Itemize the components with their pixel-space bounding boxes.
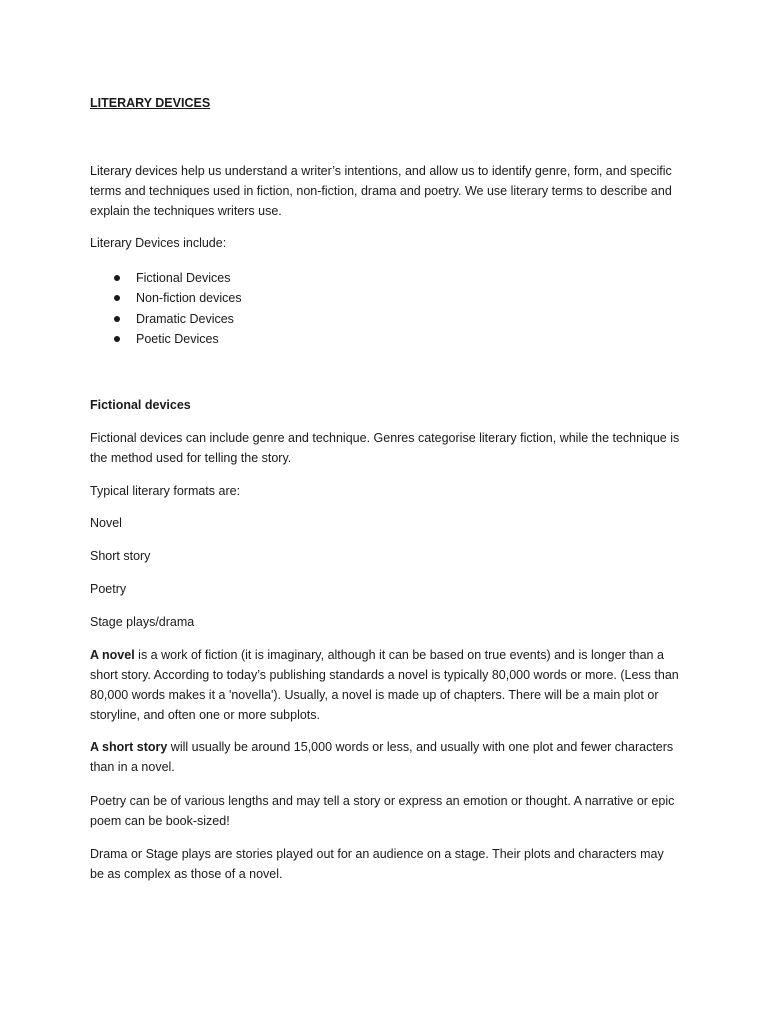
page-title: LITERARY DEVICES	[90, 96, 211, 110]
drama-paragraph: Drama or Stage plays are stories played out for an audience on a stage. Their plots and characters may be as complex as those of a novel.	[90, 847, 664, 881]
format-item: Poetry	[90, 582, 127, 596]
novel-term: A novel	[90, 648, 135, 662]
list-item	[90, 309, 690, 329]
list-item	[90, 268, 690, 288]
section-heading: Fictional devices	[90, 398, 191, 412]
list-item-label: Fictional Devices	[136, 271, 231, 285]
list-item	[90, 329, 690, 349]
short-story-text: will usually be around 15,000 words or less, and usually with one plot and fewer characters than in a novel.	[90, 740, 674, 774]
bullet-icon	[114, 316, 120, 322]
devices-include-label: Literary Devices include:	[90, 236, 227, 250]
intro-paragraph: Literary devices help us understand a writer’s intentions, and allow us to identify genre, form, and specific terms and techniques used in fiction, non-fiction, drama and poetry. We use literary terms to describe and explain the techniques writers use.	[90, 164, 672, 218]
poetry-paragraph: Poetry can be of various lengths and may tell a story or express an emotion or thought. A narrative or epic poem can be book-sized!	[90, 794, 675, 828]
list-item	[90, 288, 690, 308]
devices-list	[90, 268, 690, 349]
formats-label: Typical literary formats are:	[90, 484, 241, 498]
short-story-paragraph	[90, 737, 675, 777]
format-item: Stage plays/drama	[90, 615, 195, 629]
bullet-icon	[114, 336, 120, 342]
list-item-label: Non-fiction devices	[136, 291, 242, 306]
list-item-label: Dramatic Devices	[136, 311, 234, 326]
bullet-icon	[114, 295, 120, 301]
novel-text: is a work of fiction (it is imaginary, although it can be based on true events) and is longer than a short story. According to today’s publishing standards a novel is typically 80,000 words or more. (Less than 80,000 words makes it a 'novella'). Usually, a novel is made up of chapters. There will be a main plot or storyline, and often one or more subplots.	[90, 648, 679, 722]
short-story-term: A short story	[90, 740, 168, 754]
format-item: Short story	[90, 549, 151, 563]
bullet-icon	[114, 275, 120, 281]
fictional-intro: Fictional devices can include genre and technique. Genres categorise literary fiction, while the technique is the method used for telling the story.	[90, 431, 680, 465]
novel-paragraph	[90, 645, 685, 725]
list-item-label: Poetic Devices	[136, 331, 219, 346]
format-item: Novel	[90, 516, 122, 530]
